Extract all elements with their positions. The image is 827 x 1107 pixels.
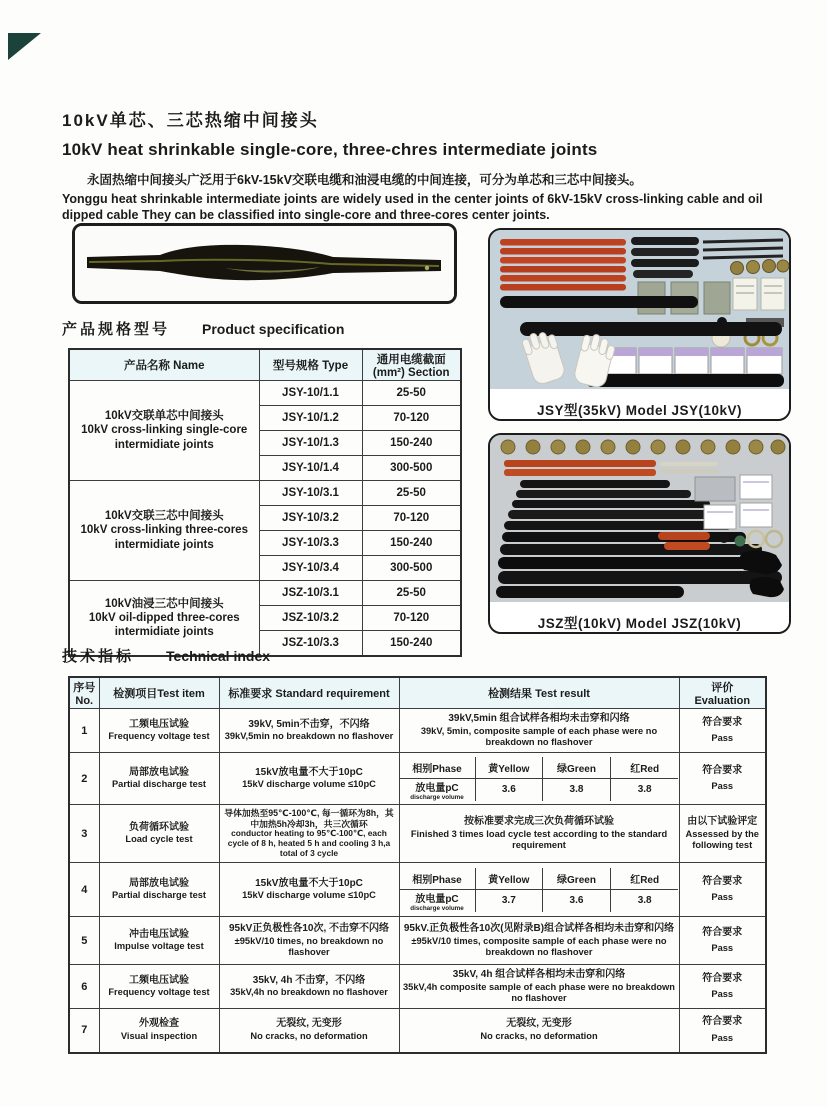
phase-label: 相别Phase (400, 757, 476, 779)
standard-cell: 39kV, 5min不击穿，不闪络 39kV,5min no breakdown no flashover (219, 709, 399, 753)
black-cap (719, 533, 729, 543)
jsz-kit-illustration (490, 435, 789, 602)
tech-row-5 (69, 917, 766, 965)
product-spec-table (68, 348, 462, 657)
tech-row-6 (69, 965, 766, 1009)
page-header (62, 106, 597, 160)
test-item-cell: 工频电压试验 Frequency voltage test (99, 709, 219, 753)
spec-section-cell: 150-240 (362, 531, 461, 556)
evaluation-cell: 符合要求 Pass (679, 753, 766, 805)
spec-type-cell: JSY-10/3.1 (259, 481, 362, 506)
result-cell: 39kV,5min 组合试样各相均未击穿和闪络 39kV, 5min, composite sample of each phase were no breakdown no flashover (399, 709, 679, 753)
page-title-en: 10kV heat shrinkable single-core, three-chres intermediate joints (62, 140, 598, 159)
spec-type-cell: JSY-10/1.2 (259, 406, 362, 431)
spec-col-name: 产品名称 Name (69, 349, 259, 381)
phase-label: 相别Phase (400, 868, 476, 890)
spec-section-cell: 70-120 (362, 406, 461, 431)
row-no: 4 (69, 863, 99, 917)
phase-red: 红Red (611, 757, 679, 779)
spec-section-cell: 300-500 (362, 556, 461, 581)
tech-col-evaluation: 评价 Evaluation (679, 677, 766, 709)
spec-heading-en: Product specification (202, 321, 345, 337)
discharge-value: 3.8 (637, 895, 652, 906)
tech-row-4 (69, 863, 766, 917)
row-no: 2 (69, 753, 99, 805)
intro-text-en: Yonggu heat shrinkable intermediate joints are widely used in the center joints of 6kV-15kV cross-linking cable and oil dipped cable They can be classified into single-core and three-cores center joints. (62, 191, 763, 223)
standard-cell: 15kV放电量不大于10pC 15kV discharge volume ≤10pC (219, 753, 399, 805)
row-no: 6 (69, 965, 99, 1009)
row-no: 7 (69, 1009, 99, 1053)
tech-row-2 (69, 753, 766, 805)
cable-joint-illustration (75, 226, 454, 301)
phase-red: 红Red (611, 868, 679, 890)
jsy-kit-photo (488, 228, 791, 421)
spec-section-heading (62, 318, 344, 339)
test-item-cell: 外观检查 Visual inspection (99, 1009, 219, 1053)
tech-header-row (69, 677, 766, 709)
spec-section-cell: 70-120 (362, 606, 461, 631)
phase-green: 绿Green (543, 757, 611, 779)
result-cell: 95kV.正负极性各10次(见附录B)组合试样各相均未击穿和闪络 ±95kV/10 times, composite sample of each phase were no breakdown no flashover (399, 917, 679, 965)
row-no: 1 (69, 709, 99, 753)
spec-type-cell: JSY-10/3.4 (259, 556, 362, 581)
result-phase-grid (399, 753, 679, 805)
spec-group-3-name: 10kV油浸三芯中间接头 10kV oil-dipped three-cores intermidiate joints (69, 581, 259, 657)
jsy-kit-illustration (490, 230, 789, 389)
metal-plate (695, 477, 735, 501)
spec-col-section: 通用电缆截面(mm²) Section (362, 349, 461, 381)
tech-col-standard: 标准要求 Standard requirement (219, 677, 399, 709)
intro-paragraph (62, 172, 770, 224)
spec-col-type: 型号规格 Type (259, 349, 362, 381)
test-item-cell: 冲击电压试验 Impulse voltage test (99, 917, 219, 965)
discharge-value: 3.6 (543, 890, 611, 912)
black-tube (500, 296, 698, 308)
spec-section-cell: 150-240 (362, 631, 461, 657)
evaluation-cell: 符合要求 Pass (679, 709, 766, 753)
jsy-photo-caption: JSY型(35kV) Model JSY(10kV) (490, 394, 789, 421)
discharge-label: 放电量pC discharge volume (400, 890, 476, 912)
page-title-zh: 10kV单芯、三芯热缩中间接头 (62, 111, 319, 130)
tech-col-item: 检测项目Test item (99, 677, 219, 709)
result-phase-grid (399, 863, 679, 917)
table-row (69, 581, 461, 606)
jsz-photo-caption: JSZ型(10kV) Model JSZ(10kV) (490, 607, 789, 634)
spec-type-cell: JSY-10/3.3 (259, 531, 362, 556)
jsz-kit-photo (488, 433, 791, 634)
discharge-value: 3.6 (476, 779, 544, 801)
spec-section-cell: 150-240 (362, 431, 461, 456)
technical-index-table (68, 676, 767, 1054)
spec-type-cell: JSY-10/3.2 (259, 506, 362, 531)
spec-type-cell: JSY-10/1.3 (259, 431, 362, 456)
label-cards (603, 348, 782, 374)
spec-type-cell: JSZ-10/3.1 (259, 581, 362, 606)
test-item-cell: 负荷循环试验 Load cycle test (99, 805, 219, 863)
tech-row-3 (69, 805, 766, 863)
spec-section-cell: 70-120 (362, 506, 461, 531)
phase-yellow: 黄Yellow (476, 868, 544, 890)
spec-type-cell: JSZ-10/3.3 (259, 631, 362, 657)
tech-col-no: 序号No. (69, 677, 99, 709)
row-no: 5 (69, 917, 99, 965)
evaluation-cell: 符合要求 Pass (679, 1009, 766, 1053)
standard-cell: 95kV正负极性各10次, 不击穿不闪络 ±95kV/10 times, no breakdown no flashover (219, 917, 399, 965)
cable-joint-photo (72, 223, 457, 304)
table-row (69, 381, 461, 406)
tech-section-heading (62, 645, 270, 666)
test-item-cell: 局部放电试验 Partial discharge test (99, 753, 219, 805)
spec-section-cell: 25-50 (362, 481, 461, 506)
spec-header-row (69, 349, 461, 381)
spec-section-cell: 300-500 (362, 456, 461, 481)
discharge-label: 放电量pC discharge volume (400, 779, 476, 801)
phase-green: 绿Green (543, 868, 611, 890)
test-item-cell: 局部放电试验 Partial discharge test (99, 863, 219, 917)
row-no: 3 (69, 805, 99, 863)
phase-yellow: 黄Yellow (476, 757, 544, 779)
discharge-value: 3.8 (637, 784, 652, 795)
spec-section-cell: 25-50 (362, 381, 461, 406)
result-cell: 无裂纹, 无变形 No cracks, no deformation (399, 1009, 679, 1053)
spec-type-cell: JSZ-10/3.2 (259, 606, 362, 631)
standard-cell: 导体加热至95℃-100℃, 每一循环为8h，其中加热5h冷却3h，共三次循环 conductor heating to 95℃-100℃, each cycle of 8 h, heated 5 h and cooling 3 h,a total of 3 cycle (219, 805, 399, 863)
evaluation-cell: 符合要求 Pass (679, 863, 766, 917)
standard-cell: 35kV, 4h 不击穿，不闪络 35kV,4h no breakdown no flashover (219, 965, 399, 1009)
standard-cell: 15kV放电量不大于10pC 15kV discharge volume ≤10pC (219, 863, 399, 917)
page-corner-decoration (8, 33, 42, 61)
black-tube (586, 374, 784, 387)
discharge-value: 3.7 (476, 890, 544, 912)
spec-section-cell: 25-50 (362, 581, 461, 606)
evaluation-cell: 符合要求 Pass (679, 917, 766, 965)
result-cell: 35kV, 4h 组合试样各相均未击穿和闪络 35kV,4h composite sample of each phase were no breakdown no flashover (399, 965, 679, 1009)
spec-type-cell: JSY-10/1.1 (259, 381, 362, 406)
tech-row-7 (69, 1009, 766, 1053)
black-tube (520, 322, 782, 336)
spec-heading-zh: 产品规格型号 (62, 321, 171, 338)
standard-cell: 无裂纹, 无变形 No cracks, no deformation (219, 1009, 399, 1053)
spec-type-cell: JSY-10/1.4 (259, 456, 362, 481)
green-cap (735, 536, 746, 547)
spec-group-2-name: 10kV交联三芯中间接头 10kV cross-linking three-cores intermidiate joints (69, 481, 259, 581)
evaluation-cell: 由以下试验评定 Assessed by the following test (679, 805, 766, 863)
test-item-cell: 工频电压试验 Frequency voltage test (99, 965, 219, 1009)
intro-text-zh: 永固热缩中间接头广泛用于6kV-15kV交联电缆和油浸电缆的中间连接，可分为单芯和三芯中间接头。 (87, 173, 642, 187)
evaluation-cell: 符合要求 Pass (679, 965, 766, 1009)
result-cell: 按标准要求完成三次负荷循环试验 Finished 3 times load cycle test according to the standard requirement (399, 805, 679, 863)
table-row (69, 481, 461, 506)
tech-heading-zh: 技术指标 (62, 648, 135, 665)
tech-col-result: 检测结果 Test result (399, 677, 679, 709)
tech-heading-en: Technical index (166, 648, 271, 664)
tech-row-1 (69, 709, 766, 753)
spec-group-1-name: 10kV交联单芯中间接头 10kV cross-linking single-core intermidiate joints (69, 381, 259, 481)
discharge-value: 3.8 (543, 779, 611, 801)
